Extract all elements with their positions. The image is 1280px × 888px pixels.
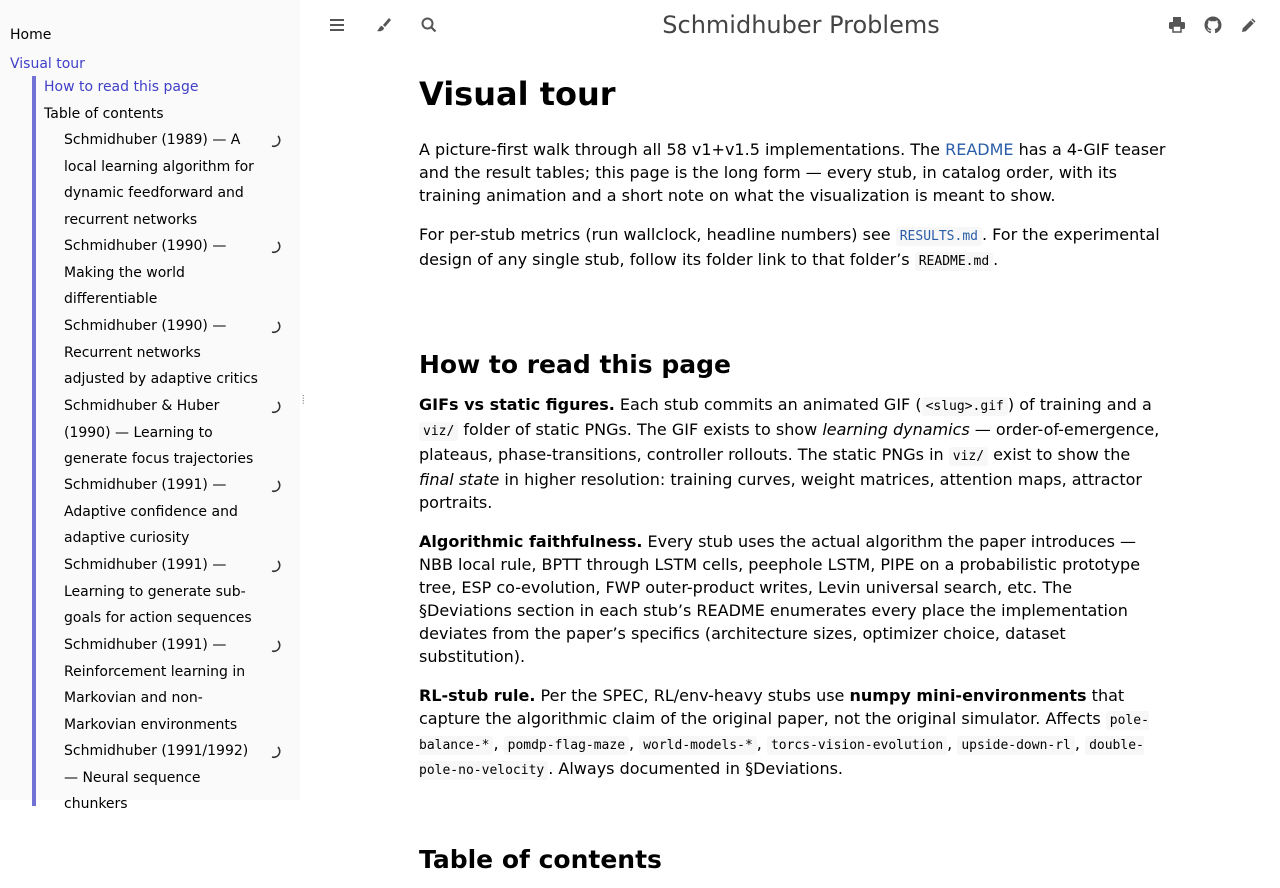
github-icon[interactable]	[1203, 15, 1223, 35]
inline-code: upside-down-rl	[957, 736, 1075, 755]
body-text: Every stub uses the actual algorithm the paper introduces — NBB local rule, BPTT through LSTM cells, peephole LSTM, PIPE on a probabilistic prototype tree, ESP co-evolution, FWP outer-product writes, Levin universal search, etc. The §Deviations section in each stub’s README enumerates every place the implementation deviates from the paper’s specifics (architecture sizes, optimizer choice, dataset substitution).	[419, 532, 1141, 666]
intro-paragraph	[419, 223, 1169, 273]
emphasis: final state	[419, 470, 500, 489]
inline-code: <slug>.gif	[922, 397, 1008, 416]
book-title: Schmidhuber Problems	[662, 11, 940, 39]
intro-paragraph	[419, 138, 1169, 207]
menu-icon[interactable]	[327, 15, 347, 35]
inline-code: pomdp-flag-maze	[504, 736, 629, 755]
sidebar-section-list	[32, 76, 300, 812]
emphasis: learning dynamics	[822, 420, 970, 439]
inline-code: torcs-vision-evolution	[767, 736, 947, 755]
body-text: — order-of-emergence, plateaus, phase-transitions, controller rollouts. The static PNGs in	[419, 420, 1160, 464]
loading-spinner-icon	[268, 639, 282, 653]
inline-code: world-models-*	[639, 736, 757, 755]
edit-icon[interactable]	[1239, 15, 1259, 35]
bold-lead: Algorithmic faithfulness.	[419, 532, 643, 551]
body-text: ) of training and a	[1007, 395, 1152, 414]
rl-paragraph	[419, 684, 1169, 782]
sidebar-item-table-of-contents[interactable]: Table of contents	[44, 106, 164, 122]
toc-entry[interactable]: Schmidhuber (1990) — Making the world differentiable	[64, 238, 227, 307]
sidebar-item-how-to-read[interactable]: How to read this page	[44, 79, 199, 95]
body-text: Per the SPEC, RL/env-heavy stubs use	[535, 686, 850, 705]
body-text: . Always documented in §Deviations.	[548, 759, 844, 778]
intro-text: . For the experimental design of any single stub, follow its folder link to that folder’s	[419, 225, 1160, 269]
body-text: that capture the algorithmic claim of the original paper, not the original simulator. Affects	[419, 686, 1125, 728]
toc-entry[interactable]: Schmidhuber (1991) — Reinforcement learning in Markovian and non-Markovian environments	[64, 637, 246, 733]
intro-text: A picture-first walk through all 58 v1+v1.5 implementations. The	[419, 140, 946, 159]
menu-bar	[300, 0, 1280, 50]
separator: ,	[1074, 734, 1086, 753]
body-text: exist to show the	[988, 445, 1131, 464]
loading-spinner-icon	[268, 320, 282, 334]
toc-entry[interactable]: Schmidhuber (1991) — Learning to generate sub-goals for action sequences	[64, 557, 252, 626]
separator: ,	[493, 734, 504, 753]
loading-spinner-icon	[268, 479, 282, 493]
inline-code: pole-balance-*	[419, 713, 1149, 753]
body-text: Each stub commits an animated GIF (	[614, 395, 922, 414]
inline-code: viz/	[419, 422, 458, 441]
print-icon[interactable]	[1167, 15, 1187, 35]
loading-spinner-icon	[268, 559, 282, 573]
readme-link[interactable]: README	[945, 140, 1014, 159]
intro-text: .	[993, 250, 999, 269]
sidebar-resize-handle[interactable]: ⦙	[302, 393, 305, 407]
results-md-link[interactable]: RESULTS.md	[896, 227, 982, 246]
bold-lead: RL-stub rule.	[419, 686, 536, 705]
sidebar-item-home[interactable]: Home	[10, 27, 52, 43]
toc-entry[interactable]: Schmidhuber (1991) — Adaptive confidence and adaptive curiosity	[64, 477, 238, 546]
section-heading-how-to-read: How to read this page	[419, 350, 731, 379]
algorithm-paragraph	[419, 530, 1169, 668]
inline-code: viz/	[949, 447, 988, 466]
loading-spinner-icon	[268, 134, 282, 148]
main-content	[419, 70, 1169, 888]
separator: ,	[756, 734, 767, 753]
gif-paragraph	[419, 393, 1169, 514]
toc-entry[interactable]: Schmidhuber (1991/1992) — Neural sequence chunkers	[64, 743, 249, 812]
toc-entry[interactable]: Schmidhuber (1989) — A local learning algorithm for dynamic feedforward and recurrent networks	[64, 132, 254, 228]
toc-entry[interactable]: Schmidhuber & Huber (1990) — Learning to generate focus trajectories	[64, 398, 254, 467]
sidebar-item-visual-tour[interactable]: Visual tour	[10, 56, 85, 72]
toc-entry[interactable]: Schmidhuber (1990) — Recurrent networks adjusted by adaptive critics	[64, 318, 258, 387]
theme-brush-icon[interactable]	[374, 15, 394, 35]
body-text: in higher resolution: training curves, weight matrices, attention maps, attractor portraits.	[419, 470, 1142, 512]
page-title: Visual tour	[419, 75, 616, 113]
intro-text: has a 4-GIF teaser and the result tables; this page is the long form — every stub, in catalog order, with its training animation and a short note on what the visualization is meant to show.	[419, 140, 1166, 205]
separator: ,	[629, 734, 640, 753]
search-icon[interactable]	[419, 15, 439, 35]
bold-phrase: numpy mini-environments	[849, 686, 1087, 705]
body-text: folder of static PNGs. The GIF exists to show	[458, 420, 823, 439]
loading-spinner-icon	[268, 745, 282, 759]
intro-text: For per-stub metrics (run wallclock, headline numbers) see	[419, 225, 896, 244]
separator: ,	[947, 734, 958, 753]
sidebar	[0, 0, 300, 812]
section-heading-table-of-contents: Table of contents	[419, 845, 662, 874]
loading-spinner-icon	[268, 240, 282, 254]
inline-code: double-pole-no-velocity	[419, 738, 1144, 778]
inline-code: README.md	[915, 252, 993, 271]
loading-spinner-icon	[268, 400, 282, 414]
bold-lead: GIFs vs static figures.	[419, 395, 615, 414]
